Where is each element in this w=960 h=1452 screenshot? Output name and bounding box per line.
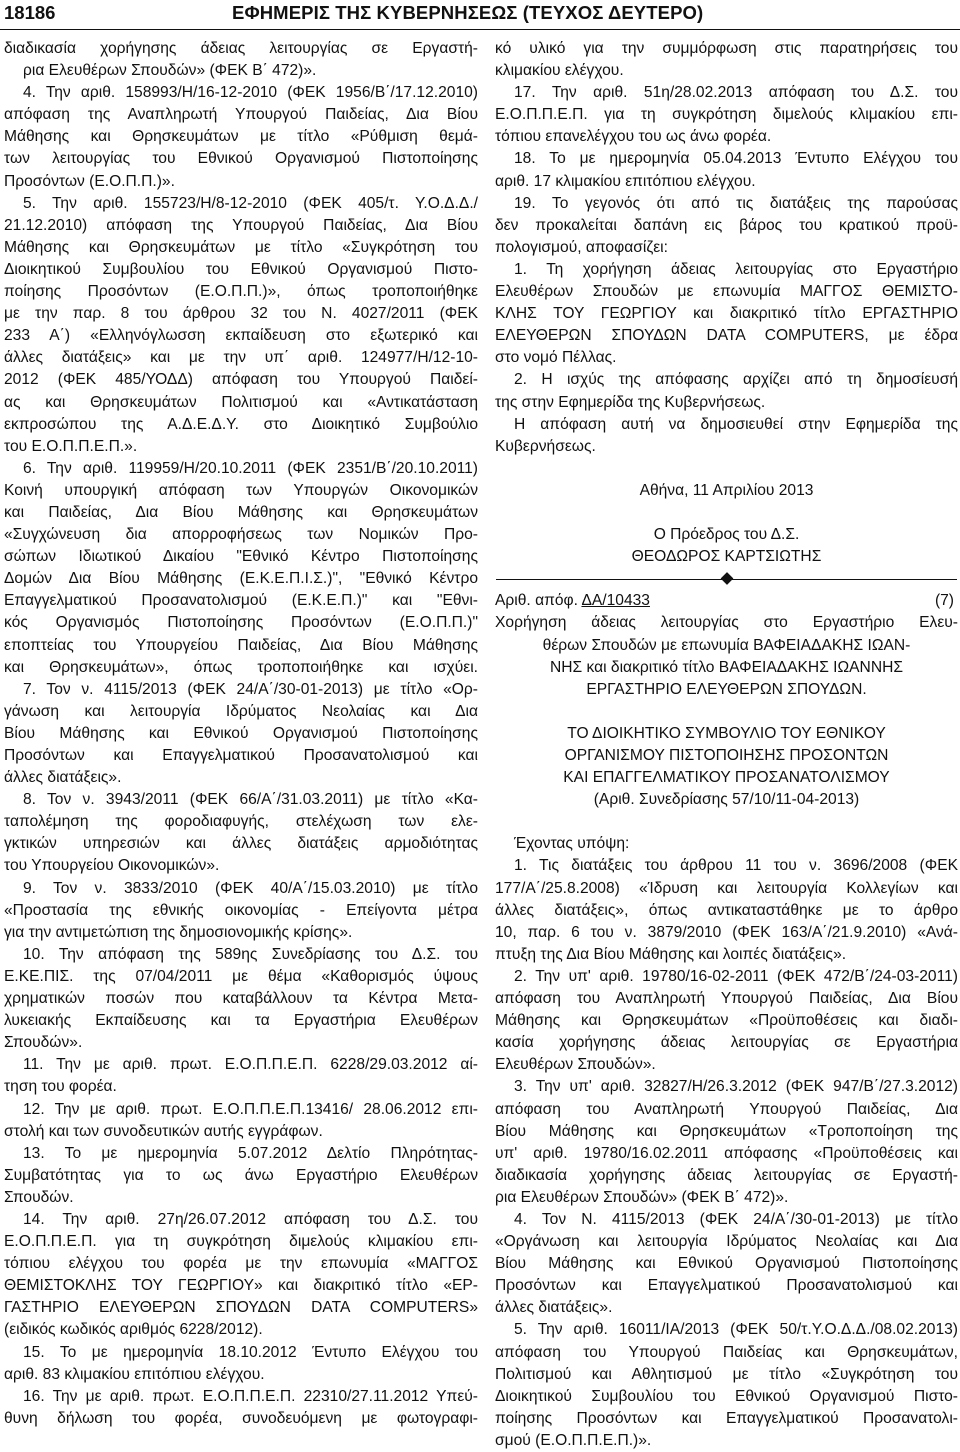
text-line: των λειτουργίας του Εθνικού Οργανισμού Πιστοποίησης bbox=[4, 150, 478, 168]
text-line: πτυξη της Δια Βίου Μάθησης και λοιπές διατάξεις». bbox=[495, 945, 847, 963]
text-line: διαδικασία χορήγησης άδειας λειτουργίας σε Εργαστή- bbox=[495, 1166, 958, 1184]
text-line: αριθ. 17 κλιμακίου επιτόπιου ελέγχου. bbox=[495, 172, 756, 190]
text-line: απόφαση της Αναπληρωτή Υπουργού Παιδείας, Δια Βίου bbox=[4, 106, 478, 124]
text-line: Σπουδών». bbox=[4, 1034, 83, 1052]
text-line: Η απόφαση αυτή να δημοσιευθεί στην Εφημερίδα της bbox=[514, 415, 958, 433]
text-line: 177/Α΄/25.8.2008) «Ίδρυση και λειτουργία Κολλεγίων και bbox=[495, 879, 958, 897]
board-heading-line: ΤΟ ΔΙΟΙΚΗΤΙΚΟ ΣΥΜΒΟΥΛΙΟ ΤΟΥ ΕΘΝΙΚΟΥ bbox=[567, 724, 886, 742]
text-line: Επαγγελματικού Προσανατολισμού (Ε.Κ.Ε.Π.)" και "Εθνι- bbox=[4, 592, 478, 610]
text-line: ΓΑΣΤΗΡΙΟ ΕΛΕΥΘΕΡΩΝ ΣΠΟΥΔΩΝ DATA COMPUTERS» bbox=[4, 1299, 478, 1317]
text-line: 16. Την με αριθ. πρωτ. Ε.Ο.Π.Π.Ε.Π. 22310/27.11.2012 Υπεύ- bbox=[23, 1387, 478, 1405]
decision-title-line: ΝΗΣ και διακριτικό τίτλο ΒΑΦΕΙΑΔΑΚΗΣ ΙΩΑΝΝΗΣ bbox=[550, 658, 903, 676]
text-line: απόφαση του Αναπληρωτή Υπουργού Παιδείας, Δια Βίου bbox=[495, 990, 958, 1008]
text-line: Ελευθέρων Σπουδών με επωνυμία ΜΑΓΓΟΣ ΘΕΜΙΣΤΟ- bbox=[495, 283, 958, 301]
text-line: 4. Την αριθ. 158993/Η/16-12-2010 (ΦΕΚ 1956/Β΄/17.12.2010) bbox=[23, 84, 478, 102]
text-line: Προσόντων και Επαγγελματικού Προσανατολισμού και bbox=[4, 747, 478, 764]
text-line: 21.12.2010) απόφαση της Υπουργού Παιδείας, Δια Βίου bbox=[4, 216, 478, 234]
text-line: Σπουδών. bbox=[4, 1188, 74, 1206]
text-line: 9. Τον ν. 3833/2010 (ΦΕΚ 40/Α΄/15.03.2010) με τίτλο bbox=[23, 879, 478, 897]
text-line: της στην Εφημερίδα της Κυβερνήσεως. bbox=[495, 393, 766, 411]
text-line: 233 Α΄) «Ελληνόγλωσση εκπαίδευση στο εξωτερικό και bbox=[4, 327, 478, 345]
text-line: άλλες διατάξεις». bbox=[4, 769, 122, 787]
text-line: αριθ. 83 κλιμακίου επιτόπιου ελέγχου. bbox=[4, 1365, 265, 1383]
gazette-title: ΕΦΗΜΕΡΙΣ ΤΗΣ ΚΥΒΕΡΝΗΣΕΩΣ (ΤΕΥΧΟΣ ΔΕΥΤΕΡΟ) bbox=[232, 2, 704, 23]
text-line: 14. Την αριθ. 27η/26.07.2012 απόφαση του Δ.Σ. του bbox=[23, 1210, 478, 1228]
text-line: 13. Το με ημερομηνία 5.07.2012 Δελτίο Πληρότητας- bbox=[23, 1144, 478, 1162]
text-line: κασία χορήγησης άδειας λειτουργίας σε Εργαστήρια bbox=[495, 1034, 958, 1052]
text-line: άλλες διατάξεις», όπως αντικαταστάθηκε με το άρθρο bbox=[495, 901, 958, 919]
text-line: ρια Ελευθέρων Σπουδών» (ΦΕΚ Β΄ 472)». bbox=[495, 1188, 789, 1206]
text-line: 2. Η ισχύς της απόφασης αρχίζει από τη δημοσίευσή bbox=[514, 371, 958, 389]
text-line: ρια Ελευθέρων Σπουδών» (ΦΕΚ Β΄ 472)». bbox=[23, 62, 317, 80]
text-line: Βίου Μάθησης και Εθνικού Οργανισμού Πιστοποίησης bbox=[495, 1255, 958, 1273]
text-line: Κοινή υπουργική απόφαση των Υπουργών Οικονομικών bbox=[4, 481, 478, 499]
text-line: δεν προκαλείται δαπάνη εις βάρος του κρατικού προϋ- bbox=[495, 216, 958, 234]
text-line: ΚΛΗΣ ΤΟΥ ΓΕΩΡΓΙΟΥ και διακριτικό τίτλο ΕΡΓΑΣΤΗΡΙΟ bbox=[495, 305, 958, 323]
text-line: και Παιδείας, Δια Βίου Μάθησης και Θρησκευμάτων bbox=[4, 503, 478, 521]
signature-name: ΘΕΟΔΩΡΟΣ ΚΑΡΤΣΙΩΤΗΣ bbox=[631, 548, 822, 566]
text-line: Διοικητικού Συμβουλίου του Εθνικού Οργανισμού Πιστο- bbox=[495, 1387, 958, 1405]
text-line: 1. Τη χορήγηση άδειας λειτουργίας στο Εργαστήριο bbox=[514, 260, 958, 278]
text-line: Διοικητικού Συμβουλίου του Εθνικού Οργανισμού Πιστο- bbox=[4, 260, 478, 278]
page-header bbox=[0, 0, 960, 30]
text-line: ΘΕΜΙΣΤΟΚΛΗΣ ΤΟΥ ΓΕΩΡΓΙΟΥ» και διακριτικό τίτλο «ΕΡ- bbox=[4, 1277, 478, 1295]
text-line: Συμβατότητας για το ως άνω Εργαστήριο Ελευθέρων bbox=[4, 1166, 478, 1184]
text-line: 2012 (ΦΕΚ 485/ΥΟΔΔ) απόφαση του Υπουργού Παιδεί- bbox=[4, 371, 478, 389]
text-line: 19. Το γεγονός ότι από τις διατάξεις της παρούσας bbox=[514, 194, 958, 212]
text-line: τόπιου επανελέγχου του ως άνω φορέα. bbox=[495, 128, 772, 146]
text-line: 5. Την αριθ. 16011/ΙΑ/2013 (ΦΕΚ 50/τ.Υ.Ο.Δ.Δ./08.02.2013) bbox=[514, 1321, 958, 1339]
text-line: Ε.ΚΕ.ΠΙΣ. της 07/04/2011 με θέμα «Καθορισμός ύψους bbox=[4, 967, 478, 985]
text-line: 7. Τον ν. 4115/2013 (ΦΕΚ 24/Α΄/30-01-2013) με τίτλο «Ορ- bbox=[23, 680, 478, 698]
text-line: Κυβερνήσεως. bbox=[495, 437, 596, 455]
text-line: με την παρ. 8 του άρθρου 32 του Ν. 4027/2011 (ΦΕΚ bbox=[4, 305, 478, 323]
text-line: άλλες διατάξεις» και με την υπ΄ αριθ. 124977/Η/12-10- bbox=[4, 349, 478, 367]
text-line: Μάθησης και Θρησκευμάτων με τίτλο «Ρύθμιση θεμά- bbox=[4, 128, 478, 146]
text-line: σμού (Ε.Ο.Π.Π.Ε.Π.)». bbox=[495, 1431, 652, 1449]
decision-reference bbox=[495, 590, 958, 612]
text-line: λυκειακής Εκπαίδευσης και τα Εργαστήρια Ελευθέρων bbox=[4, 1012, 478, 1030]
text-line: και Θρησκευμάτων», όπως τροποποιήθηκε και ισχύει. bbox=[4, 658, 478, 676]
text-line: Μάθησης και Θρησκευμάτων με τίτλο «Συγκρότηση του bbox=[4, 238, 478, 256]
text-line: «Συγχώνευση δια απορροφήσεως των Νομικών Προ- bbox=[4, 526, 478, 544]
text-line: 18. Το με ημερομηνία 05.04.2013 Έντυπο Ελέγχου του bbox=[514, 150, 958, 168]
text-line: 3. Την υπ' αριθ. 32827/Η/26.3.2012 (ΦΕΚ 947/Β΄/27.3.2012) bbox=[514, 1078, 958, 1096]
text-line: 4. Τον Ν. 4115/2013 (ΦΕΚ 24/Α΄/30-01-2013) με τίτλο bbox=[514, 1210, 958, 1228]
text-line: 17. Την αριθ. 51η/28.02.2013 απόφαση του Δ.Σ. του bbox=[514, 84, 958, 102]
text-line: χρηματικών ποσών που καταβάλλουν τα Κέντρα Μετα- bbox=[4, 990, 478, 1008]
diamond-ornament-icon bbox=[720, 572, 733, 585]
text-line: Προσόντων (Ε.Ο.Π.Π.)». bbox=[4, 172, 175, 190]
text-line: Μάθησης και Θρησκευμάτων «Προϋποθέσεις και διαδι- bbox=[495, 1012, 958, 1030]
decision-title-line: θέρων Σπουδών με επωνυμία ΒΑΦΕΙΑΔΑΚΗΣ ΙΩΑΝ- bbox=[542, 636, 911, 654]
section-divider bbox=[495, 568, 958, 590]
text-line: 1. Τις διατάξεις του άρθρου 11 του ν. 3696/2008 (ΦΕΚ bbox=[514, 857, 958, 875]
text-line: υπ' αριθ. 19780/16.02.2011 απόφασης «Προϋποθέσεις και bbox=[495, 1144, 958, 1162]
text-line: τόπιου ελέγχου του φορέα με την επωνυμία «ΜΑΓΓΟΣ bbox=[4, 1255, 478, 1273]
text-line: 10, παρ. 6 του ν. 3879/2010 (ΦΕΚ 163/Α΄/21.9.2010) «Ανά- bbox=[495, 923, 958, 941]
board-heading-line: ΟΡΓΑΝΙΣΜΟΥ ΠΙΣΤΟΠΟΙΗΣΗΣ ΠΡΟΣΟΝΤΩΝ bbox=[564, 747, 889, 764]
text-line: σώπων Ιδιωτικού Δικαίου "Εθνικό Κέντρο Πιστοποίησης bbox=[4, 548, 478, 566]
text-line: ταπολέμηση της φοροδιαφυγής, στελέχωση των ελε- bbox=[4, 813, 478, 831]
text-line: Έχοντας υπόψη: bbox=[514, 835, 630, 853]
text-line: ποίησης Προσόντων (Ε.Ο.Π.Π.)», όπως τροποποιήθηκε bbox=[4, 283, 478, 301]
text-line: πολογισμού, αποφασίζει: bbox=[495, 238, 668, 256]
text-line: ας και Θρησκευμάτων Πολιτισμού και «Αντικατάσταση bbox=[4, 393, 478, 411]
decision-count: (7) bbox=[934, 592, 954, 610]
text-line: Προσόντων και Επαγγελματικού Προσανατολισμού και bbox=[495, 1277, 958, 1295]
text-line: Πολιτισμού και Αθλητισμού με τίτλο «Συγκρότηση του bbox=[495, 1365, 958, 1383]
text-line: Ε.Ο.Π.Π.Ε.Π. για τη συγκρότηση διμελούς κλιμακίου επι- bbox=[4, 1233, 478, 1251]
text-line: στολή και των συνοδευτικών αυτής εγγράφων. bbox=[4, 1122, 323, 1140]
text-line: κός Οργανισμός Πιστοποίησης Προσόντων (Ε.Ο.Π.Π.)" bbox=[4, 614, 478, 632]
text-line: Βίου Μάθησης και Θρησκευμάτων «Τροποποίηση της bbox=[495, 1122, 958, 1140]
text-line: Ε.Ο.Π.Π.Ε.Π. για τη συγκρότηση διμελούς κλιμακίου επι- bbox=[495, 106, 958, 124]
text-line: θυνη δήλωση του φορέα, συνοδευόμενη με φωτογραφι- bbox=[4, 1409, 478, 1427]
board-heading-line: ΚΑΙ ΕΠΑΓΓΕΛΜΑΤΙΚΟΥ ΠΡΟΣΑΝΑΤΟΛΙΣΜΟΥ bbox=[563, 769, 890, 787]
reference-label: Αριθ. απόφ. bbox=[495, 592, 578, 610]
text-line: «Οργάνωση και λειτουργία Ιδρύματος Νεολαίας και Δια bbox=[495, 1233, 958, 1251]
text-line: 10. Την απόφαση της 589ης Συνεδρίασης του Δ.Σ. του bbox=[23, 945, 478, 963]
text-line: κλιμακίου ελέγχου. bbox=[495, 62, 624, 80]
text-line: Βίου Μάθησης και Εθνικού Οργανισμού Πιστοποίησης bbox=[4, 724, 478, 742]
text-line: Ελευθέρων Σπουδών». bbox=[495, 1056, 656, 1074]
decision-title-line: Χορήγηση άδειας λειτουργίας στο Εργαστήριο Ελευ- bbox=[495, 614, 958, 632]
text-line: απόφαση του Αναπληρωτή Υπουργού Παιδείας, Δια bbox=[495, 1100, 958, 1118]
text-line: «Προστασία της εθνικής οικονομίας - Επείγοντα μέτρα bbox=[4, 901, 478, 919]
text-line: 6. Την αριθ. 119959/Η/20.10.2011 (ΦΕΚ 2351/Β΄/20.10.2011) bbox=[23, 459, 478, 477]
decision-title-line: ΕΡΓΑΣΤΗΡΙΟ ΕΛΕΥΘΕΡΩΝ ΣΠΟΥΔΩΝ. bbox=[586, 680, 867, 698]
board-heading-line: (Αριθ. Συνεδρίασης 57/10/11-04-2013) bbox=[593, 791, 860, 809]
text-line: τηση του φορέα. bbox=[4, 1078, 117, 1096]
text-line: γάνωση και λειτουργία Ιδρύματος Νεολαίας και Δια bbox=[4, 702, 478, 720]
text-line: 11. Την με αριθ. πρωτ. Ε.Ο.Π.Π.Ε.Π. 6228/29.03.2012 αί- bbox=[23, 1056, 478, 1074]
text-line: κό υλικό για την συμμόρφωση στις παρατηρήσεις του bbox=[495, 40, 958, 57]
right-column bbox=[495, 38, 958, 1452]
text-line: ΕΛΕΥΘΕΡΩΝ ΣΠΟΥΔΩΝ DATA COMPUTERS, με έδρα bbox=[495, 327, 958, 345]
text-line: διαδικασία χορήγησης άδειας λειτουργίας σε Εργαστή- bbox=[4, 40, 478, 57]
text-line: του Υπουργείου Οικονομικών». bbox=[4, 857, 220, 875]
text-line: ποίησης Προσόντων και Επαγγελματικού Προσανατολι- bbox=[495, 1409, 958, 1427]
page-number: 18186 bbox=[4, 2, 56, 23]
text-line: Δομών Δια Βίου Μάθησης (Ε.Κ.Ε.Π.Ι.Σ.)", "Εθνικό Κέντρο bbox=[4, 570, 478, 588]
left-column bbox=[4, 38, 478, 1430]
text-line: (ειδικός κωδικός αριθμός 6228/2012). bbox=[4, 1321, 263, 1339]
header-rule bbox=[0, 29, 960, 30]
text-line: του Ε.Ο.Π.Π.Ε.Π.». bbox=[4, 437, 138, 455]
reference-number: ΔΑ/10433 bbox=[581, 592, 650, 610]
signature-role: Ο Πρόεδρος του Δ.Σ. bbox=[653, 526, 800, 544]
text-line: 8. Τον ν. 3943/2011 (ΦΕΚ 66/Α΄/31.03.2011) με τίτλο «Κα- bbox=[23, 791, 478, 809]
text-line: άλλες διατάξεις». bbox=[495, 1299, 613, 1317]
text-line: 12. Την με αριθ. πρωτ. Ε.Ο.Π.Π.Ε.Π.13416/ 28.06.2012 επι- bbox=[23, 1100, 478, 1118]
text-line: απόφαση του Υπουργού Παιδείας και Θρησκευμάτων, bbox=[495, 1343, 958, 1361]
text-line: γκτικών υπηρεσιών και άλλες διατάξεις αρμοδιότητας bbox=[4, 835, 478, 853]
text-line: εποπτείας του Υπουργείου Παιδείας, Δια Βίου Μάθησης bbox=[4, 636, 478, 654]
text-line: 15. Το με ημερομηνία 18.10.2012 Έντυπο Ελέγχου του bbox=[23, 1343, 478, 1361]
text-line: για την αντιμετώπιση της δημοσιονομικής κρίσης». bbox=[4, 923, 353, 941]
text-line: 5. Την αριθ. 155723/Η/8-12-2010 (ΦΕΚ 405/τ. Υ.Ο.Δ.Δ./ bbox=[23, 194, 478, 212]
text-line: 2. Την υπ' αριθ. 19780/16-02-2011 (ΦΕΚ 472/Β΄/24-03-2011) bbox=[514, 967, 958, 985]
text-line: εκπροσώπου της Α.Δ.Ε.Δ.Υ. στο Διοικητικό Συμβούλιο bbox=[4, 415, 478, 433]
signature-place-date: Αθήνα, 11 Απριλίου 2013 bbox=[639, 481, 814, 499]
text-line: στο νομό Πέλλας. bbox=[495, 349, 617, 367]
